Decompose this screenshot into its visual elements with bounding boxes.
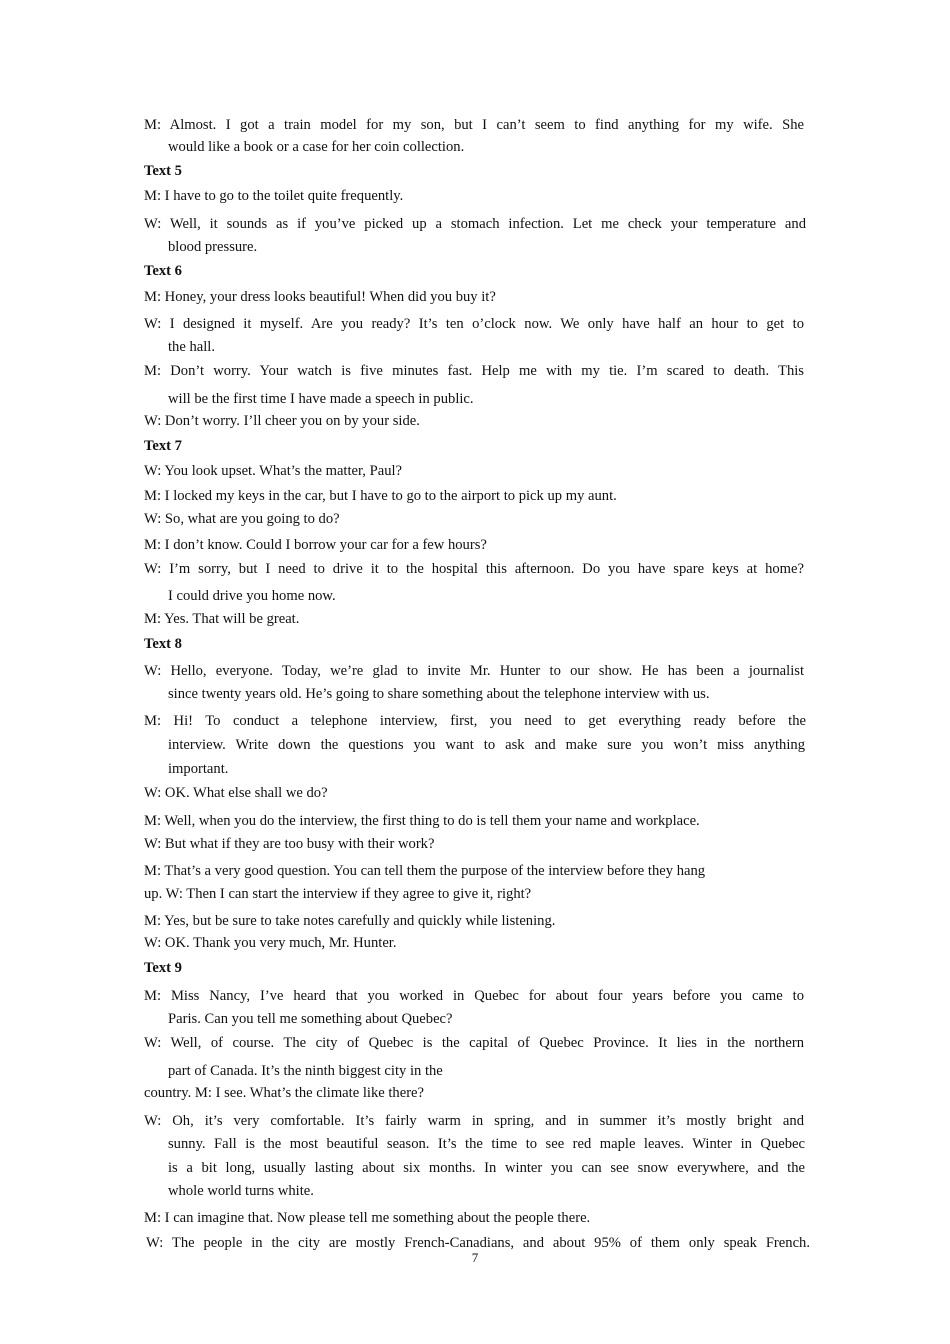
dialogue-line: Paris. Can you tell me something about Quebec? xyxy=(168,1011,453,1027)
section-heading: Text 8 xyxy=(144,636,182,652)
dialogue-line: would like a book or a case for her coin collection. xyxy=(168,139,465,155)
dialogue-line: W: OK. Thank you very much, Mr. Hunter. xyxy=(144,935,397,951)
dialogue-line: M: Almost. I got a train model for my son, but I can’t seem to find anything for my wife. She xyxy=(144,117,804,133)
dialogue-line: M: Honey, your dress looks beautiful! When did you buy it? xyxy=(144,289,496,305)
dialogue-line: W: But what if they are too busy with their work? xyxy=(144,836,435,852)
section-heading: Text 6 xyxy=(144,263,182,279)
dialogue-line: I could drive you home now. xyxy=(168,588,336,604)
dialogue-line: M: Yes. That will be great. xyxy=(144,611,300,627)
dialogue-line: W: OK. What else shall we do? xyxy=(144,785,328,801)
section-heading: Text 7 xyxy=(144,438,182,454)
dialogue-line: whole world turns white. xyxy=(168,1183,314,1199)
dialogue-line: W: So, what are you going to do? xyxy=(144,511,340,527)
page-number: 7 xyxy=(471,1250,479,1265)
dialogue-line: blood pressure. xyxy=(168,239,258,255)
dialogue-line: W: The people in the city are mostly French-Canadians, and about 95% of them only speak French. xyxy=(146,1235,810,1251)
section-heading: Text 9 xyxy=(144,960,182,976)
dialogue-line: will be the first time I have made a speech in public. xyxy=(168,391,474,407)
dialogue-line: W: I’m sorry, but I need to drive it to the hospital this afternoon. Do you have spare keys at home? xyxy=(144,561,804,577)
dialogue-line: part of Canada. It’s the ninth biggest city in the xyxy=(168,1063,443,1079)
dialogue-line: M: Miss Nancy, I’ve heard that you worked in Quebec for about four years before you came to xyxy=(144,988,804,1004)
dialogue-line: since twenty years old. He’s going to share something about the telephone interview with us. xyxy=(168,686,710,702)
dialogue-line: M: Yes, but be sure to take notes carefully and quickly while listening. xyxy=(144,913,556,929)
dialogue-line: M: I can imagine that. Now please tell me something about the people there. xyxy=(144,1210,591,1226)
dialogue-line: M: Don’t worry. Your watch is five minutes fast. Help me with my tie. I’m scared to death. This xyxy=(144,363,804,379)
dialogue-line: up. W: Then I can start the interview if they agree to give it, right? xyxy=(144,886,532,902)
section-heading: Text 5 xyxy=(144,163,182,179)
dialogue-line: the hall. xyxy=(168,339,216,355)
dialogue-line: W: You look upset. What’s the matter, Paul? xyxy=(144,463,403,479)
dialogue-line: W: Don’t worry. I’ll cheer you on by your side. xyxy=(144,413,420,429)
dialogue-line: W: Oh, it’s very comfortable. It’s fairly warm in spring, and in summer it’s mostly bright and xyxy=(144,1113,804,1129)
dialogue-line: sunny. Fall is the most beautiful season. It’s the time to see red maple leaves. Winter in Quebec xyxy=(168,1136,805,1152)
dialogue-line: interview. Write down the questions you want to ask and make sure you won’t miss anything xyxy=(168,737,805,753)
dialogue-line: country. M: I see. What’s the climate like there? xyxy=(144,1085,425,1101)
dialogue-line: W: Well, of course. The city of Quebec is the capital of Quebec Province. It lies in the northern xyxy=(144,1035,804,1051)
dialogue-line: M: I have to go to the toilet quite frequently. xyxy=(144,188,404,204)
dialogue-line: M: That’s a very good question. You can tell them the purpose of the interview before they hang xyxy=(144,863,706,879)
dialogue-line: is a bit long, usually lasting about six months. In winter you can see snow everywhere, and the xyxy=(168,1160,805,1176)
dialogue-line: M: I locked my keys in the car, but I have to go to the airport to pick up my aunt. xyxy=(144,488,617,504)
dialogue-line: M: I don’t know. Could I borrow your car for a few hours? xyxy=(144,537,487,553)
dialogue-line: M: Hi! To conduct a telephone interview, first, you need to get everything ready before the xyxy=(144,713,806,729)
dialogue-line: M: Well, when you do the interview, the first thing to do is tell them your name and workplace. xyxy=(144,813,700,829)
dialogue-line: W: I designed it myself. Are you ready? It’s ten o’clock now. We only have half an hour to get to xyxy=(144,316,804,332)
dialogue-line: W: Hello, everyone. Today, we’re glad to invite Mr. Hunter to our show. He has been a journalist xyxy=(144,663,804,679)
dialogue-line: W: Well, it sounds as if you’ve picked up a stomach infection. Let me check your temperature and xyxy=(144,216,806,232)
dialogue-line: important. xyxy=(168,761,229,777)
